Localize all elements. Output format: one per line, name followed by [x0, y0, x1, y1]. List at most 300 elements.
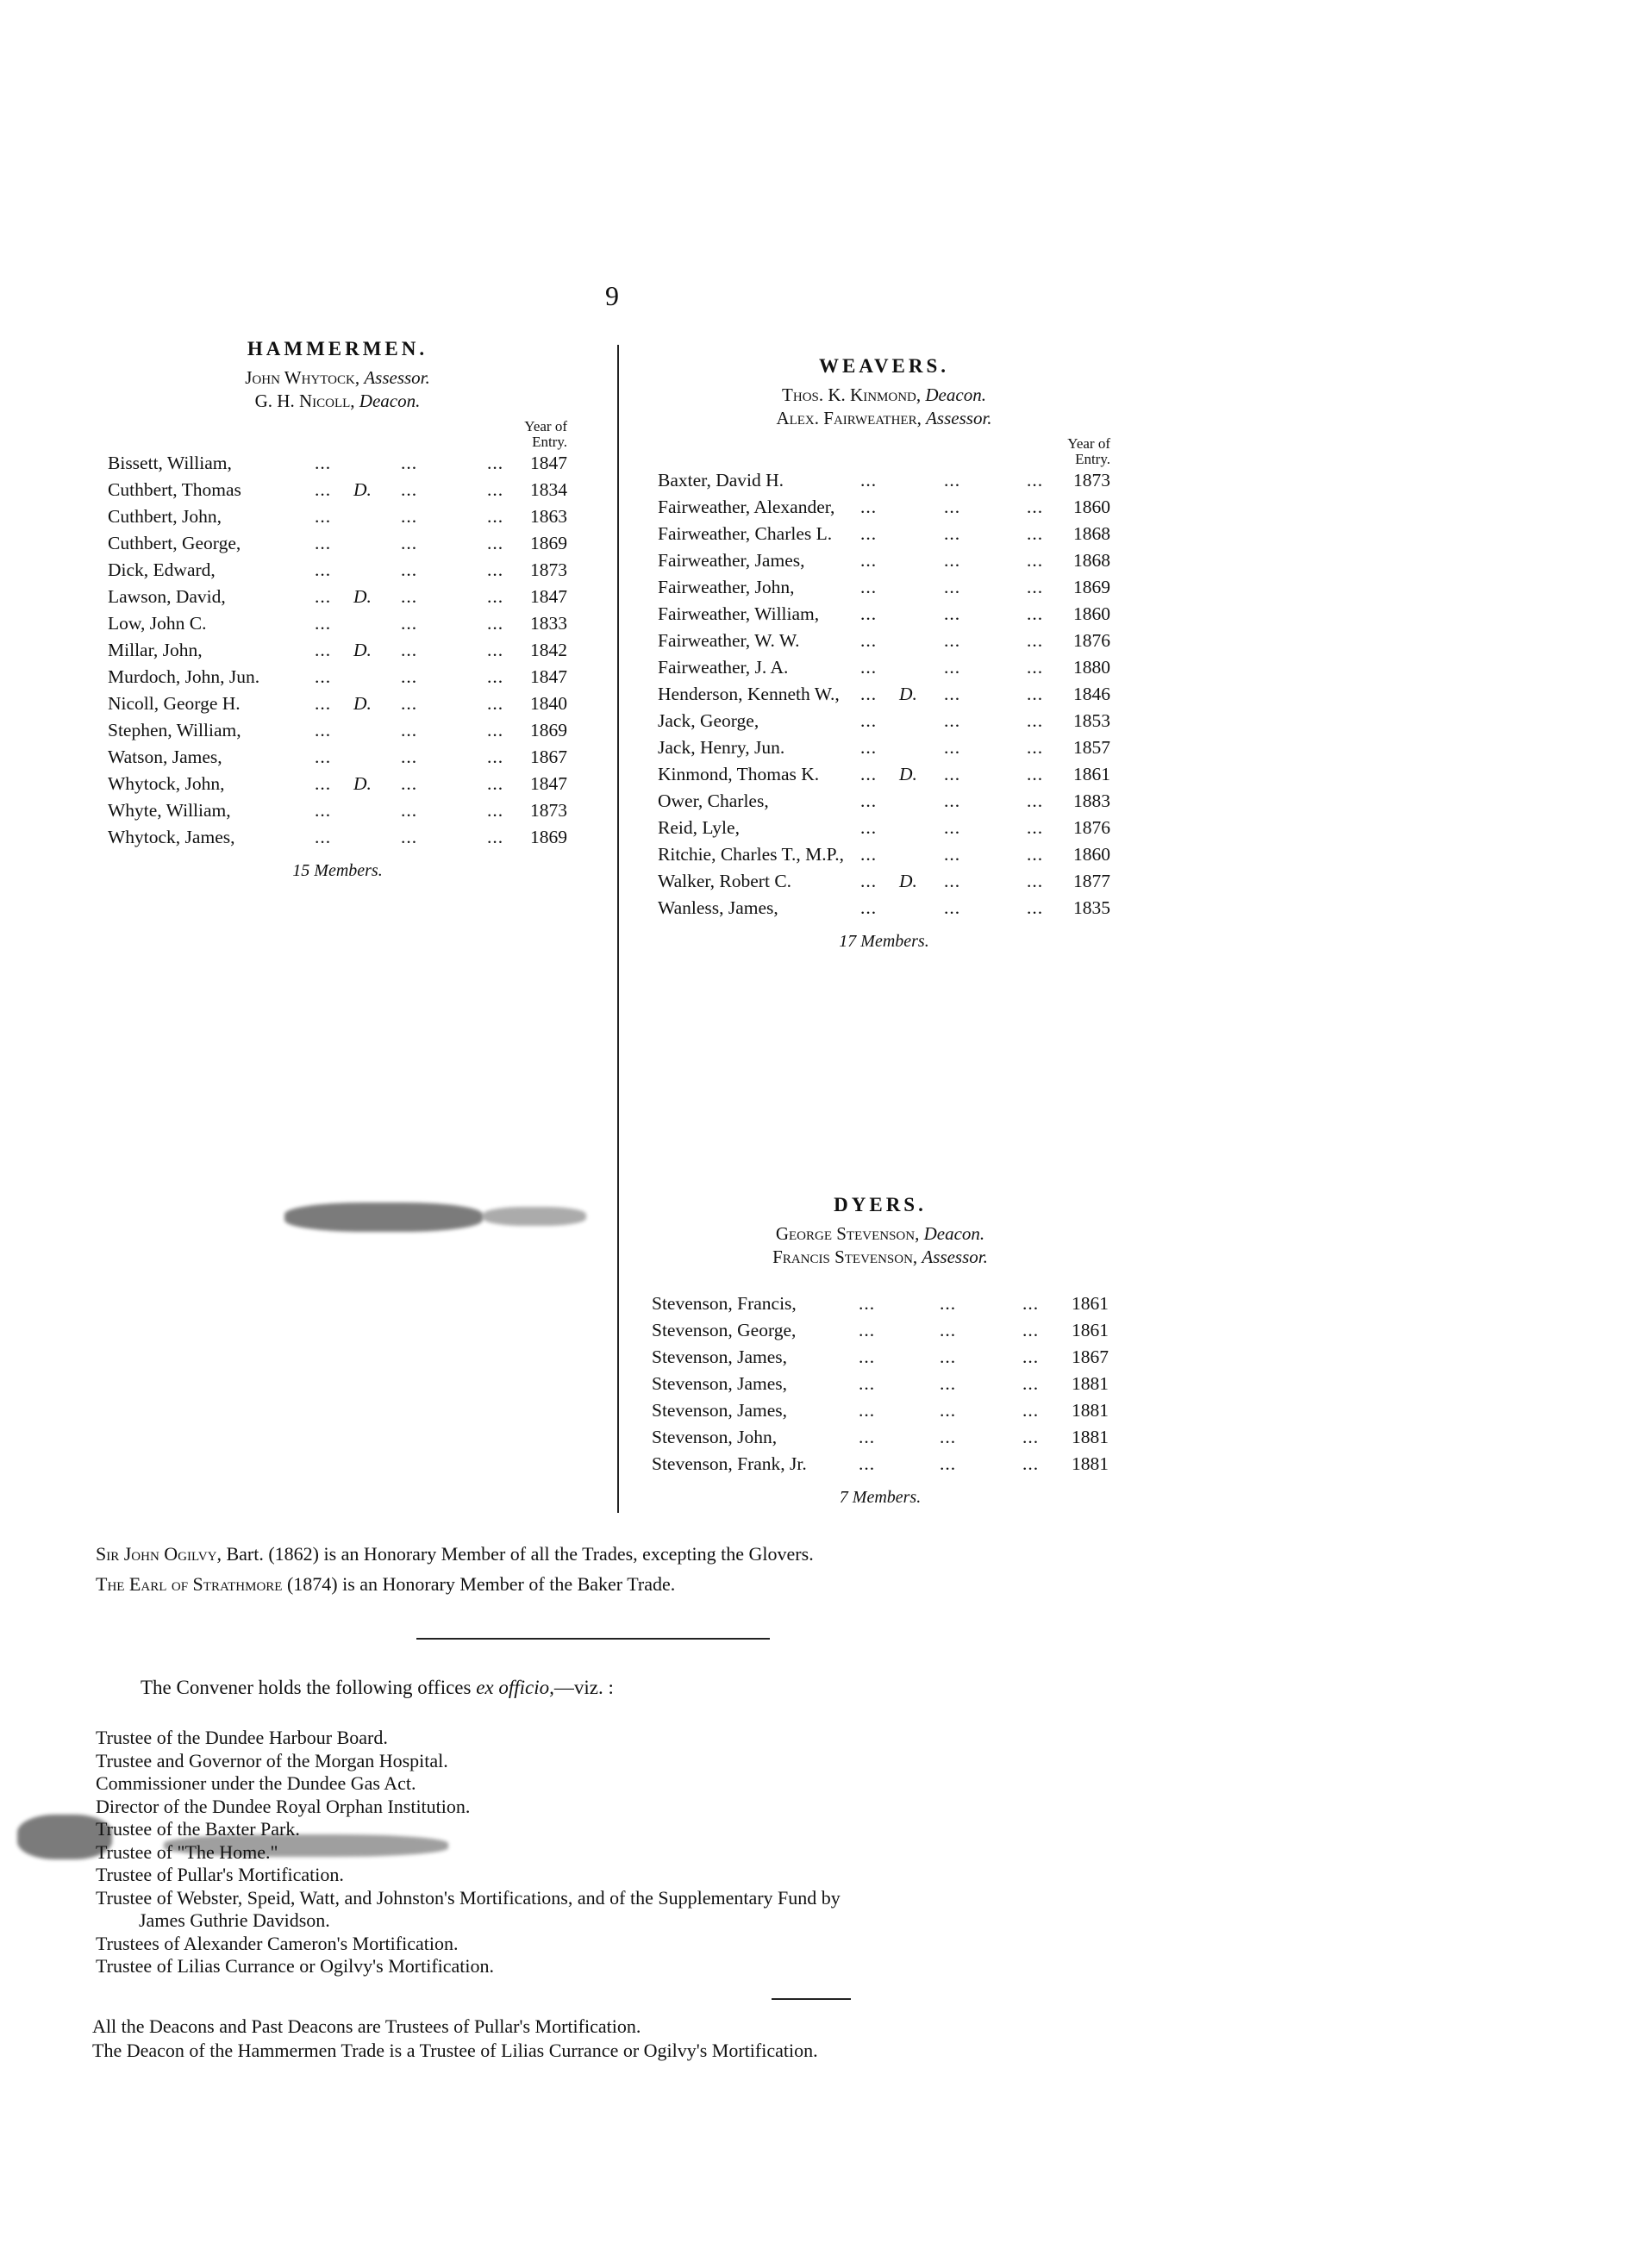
leader-dots: ... — [940, 1373, 957, 1394]
entry-year: 1881 — [1072, 1427, 1109, 1447]
office-item: Trustees of Alexander Cameron's Mortification. — [96, 1932, 459, 1954]
entry-year: 1881 — [1072, 1400, 1109, 1421]
leader-dots: ... — [487, 747, 504, 767]
year-header-line: Year of — [524, 418, 567, 434]
leader-dots: ... — [1027, 470, 1044, 490]
member-list — [658, 467, 1110, 922]
member-name: Whytock, John, — [108, 773, 225, 794]
entry-year: 1857 — [1073, 737, 1110, 758]
entry-year: 1860 — [1073, 497, 1110, 517]
leader-dots: ... — [315, 479, 332, 500]
member-name: Cuthbert, George, — [108, 533, 241, 553]
office-item: Trustee of "The Home." — [96, 1840, 278, 1863]
member-row — [108, 503, 567, 530]
leader-dots: ... — [859, 1320, 876, 1340]
entry-year: 1876 — [1073, 817, 1110, 838]
leader-dots: ... — [1027, 764, 1044, 784]
entry-year: 1860 — [1073, 844, 1110, 865]
leader-dots: ... — [315, 747, 332, 767]
leader-dots: ... — [401, 506, 418, 527]
member-row — [658, 521, 1110, 547]
leader-dots: ... — [315, 453, 332, 473]
entry-year: 1881 — [1072, 1453, 1109, 1474]
scan-smudge — [284, 1203, 483, 1232]
entry-year: 1877 — [1073, 871, 1110, 891]
office-list — [96, 1727, 1113, 1978]
office-item: Trustee of the Dundee Harbour Board. — [96, 1727, 388, 1748]
leader-dots: ... — [860, 737, 878, 758]
member-name: Millar, John, — [108, 640, 203, 660]
assessor-name: John Whytock, — [245, 367, 360, 388]
leader-dots: ... — [940, 1293, 957, 1314]
leader-dots: ... — [1022, 1373, 1040, 1394]
honorary-text: (1874) is an Honorary Member of the Baker Trade. — [282, 1573, 676, 1595]
member-name: Stevenson, James, — [652, 1400, 788, 1421]
leader-dots: ... — [487, 453, 504, 473]
leader-dots: ... — [944, 497, 961, 517]
leader-dots: ... — [860, 764, 878, 784]
leader-dots: ... — [401, 827, 418, 847]
member-name: Murdoch, John, Jun. — [108, 666, 260, 687]
section-title: DYERS. — [834, 1194, 927, 1215]
leader-dots: ... — [860, 630, 878, 651]
leader-dots: ... — [859, 1346, 876, 1367]
leader-dots: ... — [315, 586, 332, 607]
member-row — [658, 574, 1110, 601]
leader-dots: ... — [944, 523, 961, 544]
member-row — [652, 1317, 1109, 1344]
entry-year: 1876 — [1073, 630, 1110, 651]
honorary-member-line — [96, 1543, 814, 1565]
weavers-section — [658, 355, 1110, 952]
leader-dots: ... — [944, 577, 961, 597]
leader-dots: ... — [860, 897, 878, 918]
intro-text-end: —viz. : — [553, 1677, 614, 1698]
leader-dots: ... — [944, 844, 961, 865]
assessor-name: Alex. Fairweather, — [776, 408, 922, 428]
deacon-name: Thos. K. Kinmond, — [782, 384, 922, 405]
deacon-marker: D. — [353, 773, 372, 794]
honorary-name: The Earl of Strathmore — [96, 1573, 283, 1595]
leader-dots: ... — [860, 523, 878, 544]
leader-dots: ... — [944, 817, 961, 838]
member-row — [658, 547, 1110, 574]
member-name: Whyte, William, — [108, 800, 231, 821]
entry-year: 1847 — [530, 453, 567, 473]
member-row — [108, 557, 567, 584]
leader-dots: ... — [860, 657, 878, 678]
entry-year: 1873 — [1073, 470, 1110, 490]
leader-dots: ... — [1027, 817, 1044, 838]
deacon-marker: D. — [899, 684, 917, 704]
entry-year: 1867 — [530, 747, 567, 767]
member-name: Cuthbert, Thomas — [108, 479, 241, 500]
leader-dots: ... — [487, 479, 504, 500]
entry-year: 1867 — [1072, 1346, 1109, 1367]
leader-dots: ... — [487, 773, 504, 794]
entry-year: 1861 — [1072, 1293, 1109, 1314]
section-rule — [416, 1638, 770, 1640]
leader-dots: ... — [1027, 603, 1044, 624]
member-name: Watson, James, — [108, 747, 222, 767]
assessor-line — [658, 408, 1110, 429]
leader-dots: ... — [1027, 684, 1044, 704]
member-row — [652, 1397, 1109, 1424]
entry-year: 1860 — [1073, 603, 1110, 624]
member-row — [658, 815, 1110, 841]
leader-dots: ... — [487, 586, 504, 607]
leader-dots: ... — [860, 577, 878, 597]
entry-year: 1846 — [1073, 684, 1110, 704]
leader-dots: ... — [944, 550, 961, 571]
member-row — [658, 654, 1110, 681]
leader-dots: ... — [944, 657, 961, 678]
member-row — [108, 797, 567, 824]
member-name: Henderson, Kenneth W., — [658, 684, 840, 704]
office-item: Trustee of Pullar's Mortification. — [96, 1864, 344, 1885]
leader-dots: ... — [860, 550, 878, 571]
deacon-marker: D. — [899, 764, 917, 784]
member-name: Stevenson, Francis, — [652, 1293, 797, 1314]
member-name: Walker, Robert C. — [658, 871, 792, 891]
member-list — [652, 1290, 1109, 1478]
honorary-member-line — [96, 1573, 675, 1596]
leader-dots: ... — [1027, 657, 1044, 678]
leader-dots: ... — [401, 533, 418, 553]
page-number: 9 — [605, 280, 619, 311]
leader-dots: ... — [859, 1373, 876, 1394]
member-row — [652, 1371, 1109, 1397]
entry-year: 1868 — [1073, 523, 1110, 544]
leader-dots: ... — [401, 479, 418, 500]
leader-dots: ... — [487, 640, 504, 660]
honorary-text: , Bart. (1862) is an Honorary Member of all the Trades, excepting the Glovers. — [216, 1543, 814, 1565]
year-header-line: Entry. — [1075, 451, 1110, 467]
deacon-line — [658, 384, 1110, 406]
leader-dots: ... — [940, 1346, 957, 1367]
member-row — [658, 681, 1110, 708]
member-name: Fairweather, J. A. — [658, 657, 789, 678]
leader-dots: ... — [315, 693, 332, 714]
leader-dots: ... — [401, 586, 418, 607]
year-header-line: Entry. — [532, 434, 567, 450]
member-row — [652, 1344, 1109, 1371]
leader-dots: ... — [401, 720, 418, 740]
leader-dots: ... — [1022, 1400, 1040, 1421]
entry-year: 1847 — [530, 773, 567, 794]
leader-dots: ... — [1022, 1346, 1040, 1367]
leader-dots: ... — [1027, 550, 1044, 571]
office-item: Commissioner under the Dundee Gas Act. — [96, 1772, 416, 1794]
year-header-line: Year of — [1067, 435, 1110, 452]
leader-dots: ... — [859, 1427, 876, 1447]
member-row — [108, 530, 567, 557]
leader-dots: ... — [859, 1400, 876, 1421]
member-name: Low, John C. — [108, 613, 207, 634]
hammermen-section — [108, 338, 567, 881]
leader-dots: ... — [860, 790, 878, 811]
leader-dots: ... — [401, 640, 418, 660]
section-rule — [772, 1998, 851, 2000]
entry-year: 1847 — [530, 666, 567, 687]
entry-year: 1881 — [1072, 1373, 1109, 1394]
member-name: Whytock, James, — [108, 827, 235, 847]
deacon-role: Deacon. — [925, 384, 986, 405]
member-name: Fairweather, W. W. — [658, 630, 800, 651]
leader-dots: ... — [401, 666, 418, 687]
deacon-marker: D. — [353, 479, 372, 500]
assessor-line — [108, 367, 567, 389]
member-row — [658, 761, 1110, 788]
member-row — [108, 690, 567, 717]
member-count: 17 Members. — [839, 932, 929, 951]
assessor-role: Assessor. — [926, 408, 992, 428]
dyers-section — [652, 1194, 1109, 1508]
member-name: Stevenson, James, — [652, 1346, 788, 1367]
member-row — [658, 494, 1110, 521]
leader-dots: ... — [487, 613, 504, 634]
member-row — [652, 1451, 1109, 1478]
office-item: Trustee and Governor of the Morgan Hospital. — [96, 1749, 448, 1771]
member-name: Bissett, William, — [108, 453, 232, 473]
section-title: HAMMERMEN. — [247, 338, 428, 359]
leader-dots: ... — [487, 506, 504, 527]
leader-dots: ... — [944, 603, 961, 624]
member-row — [658, 601, 1110, 628]
closing-line: All the Deacons and Past Deacons are Trustees of Pullar's Mortification. — [92, 2015, 641, 2037]
member-name: Cuthbert, John, — [108, 506, 222, 527]
entry-year: 1873 — [530, 559, 567, 580]
assessor-line — [652, 1246, 1109, 1268]
entry-year: 1869 — [1073, 577, 1110, 597]
leader-dots: ... — [487, 800, 504, 821]
member-name: Stevenson, George, — [652, 1320, 797, 1340]
closing-line: The Deacon of the Hammermen Trade is a Trustee of Lilias Currance or Ogilvy's Mortification. — [92, 2040, 818, 2061]
leader-dots: ... — [487, 666, 504, 687]
member-row — [108, 477, 567, 503]
member-count: 15 Members. — [292, 861, 383, 880]
leader-dots: ... — [1027, 844, 1044, 865]
leader-dots: ... — [860, 684, 878, 704]
leader-dots: ... — [944, 871, 961, 891]
leader-dots: ... — [315, 666, 332, 687]
leader-dots: ... — [859, 1453, 876, 1474]
office-item: Trustee of Lilias Currance or Ogilvy's Mortification. — [96, 1955, 495, 1977]
leader-dots: ... — [401, 693, 418, 714]
leader-dots: ... — [315, 800, 332, 821]
member-row — [658, 628, 1110, 654]
member-name: Jack, George, — [658, 710, 759, 731]
entry-year: 1840 — [530, 693, 567, 714]
leader-dots: ... — [944, 470, 961, 490]
deacon-marker: D. — [353, 640, 372, 660]
member-name: Fairweather, Alexander, — [658, 497, 835, 517]
member-count: 7 Members. — [839, 1488, 922, 1507]
leader-dots: ... — [940, 1400, 957, 1421]
member-name: Ower, Charles, — [658, 790, 769, 811]
member-name: Dick, Edward, — [108, 559, 216, 580]
office-item-continuation: James Guthrie Davidson. — [139, 1909, 330, 1931]
deacon-marker: D. — [899, 871, 917, 891]
leader-dots: ... — [940, 1320, 957, 1340]
leader-dots: ... — [860, 844, 878, 865]
member-name: Stephen, William, — [108, 720, 241, 740]
leader-dots: ... — [487, 533, 504, 553]
leader-dots: ... — [944, 737, 961, 758]
office-item: Trustee of Webster, Speid, Watt, and Johnston's Mortifications, and of the Supplementary Fund by — [96, 1886, 841, 1909]
leader-dots: ... — [1027, 497, 1044, 517]
office-item: Trustee of the Baxter Park. — [96, 1818, 300, 1840]
leader-dots: ... — [1027, 523, 1044, 544]
member-row — [652, 1424, 1109, 1451]
entry-year: 1847 — [530, 586, 567, 607]
year-header — [108, 419, 567, 450]
scan-smudge — [483, 1207, 586, 1226]
member-name: Fairweather, Charles L. — [658, 523, 833, 544]
entry-year: 1869 — [530, 720, 567, 740]
leader-dots: ... — [401, 747, 418, 767]
member-name: Fairweather, William, — [658, 603, 820, 624]
member-row — [658, 895, 1110, 922]
leader-dots: ... — [487, 559, 504, 580]
leader-dots: ... — [944, 684, 961, 704]
member-row — [658, 708, 1110, 734]
leader-dots: ... — [1022, 1427, 1040, 1447]
entry-year: 1842 — [530, 640, 567, 660]
column-divider — [617, 345, 619, 1513]
entry-year: 1835 — [1073, 897, 1110, 918]
leader-dots: ... — [1027, 737, 1044, 758]
deacon-role: Deacon. — [923, 1223, 985, 1244]
entry-year: 1861 — [1072, 1320, 1109, 1340]
year-header — [658, 436, 1110, 467]
leader-dots: ... — [1027, 710, 1044, 731]
section-title: WEAVERS. — [818, 355, 950, 377]
entry-year: 1833 — [530, 613, 567, 634]
entry-year: 1873 — [530, 800, 567, 821]
leader-dots: ... — [944, 630, 961, 651]
leader-dots: ... — [315, 506, 332, 527]
deacon-line — [652, 1223, 1109, 1245]
deacon-role: Deacon. — [359, 390, 421, 411]
leader-dots: ... — [1027, 897, 1044, 918]
entry-year: 1834 — [530, 479, 567, 500]
leader-dots: ... — [1022, 1453, 1040, 1474]
leader-dots: ... — [1027, 577, 1044, 597]
leader-dots: ... — [487, 693, 504, 714]
convener-intro — [141, 1677, 614, 1699]
entry-year: 1883 — [1073, 790, 1110, 811]
deacon-line — [108, 390, 567, 412]
member-row — [658, 734, 1110, 761]
leader-dots: ... — [860, 497, 878, 517]
member-name: Baxter, David H. — [658, 470, 784, 490]
entry-year: 1869 — [530, 533, 567, 553]
entry-year: 1869 — [530, 827, 567, 847]
leader-dots: ... — [1027, 630, 1044, 651]
deacon-name: G. H. Nicoll, — [254, 390, 355, 411]
leader-dots: ... — [487, 720, 504, 740]
assessor-name: Francis Stevenson, — [772, 1246, 918, 1267]
member-row — [108, 717, 567, 744]
member-row — [108, 637, 567, 664]
leader-dots: ... — [401, 559, 418, 580]
leader-dots: ... — [401, 453, 418, 473]
entry-year: 1880 — [1073, 657, 1110, 678]
office-item: Director of the Dundee Royal Orphan Institution. — [96, 1795, 471, 1817]
leader-dots: ... — [315, 827, 332, 847]
intro-text: The Convener holds the following offices — [141, 1677, 477, 1698]
member-name: Stevenson, Frank, Jr. — [652, 1453, 807, 1474]
leader-dots: ... — [315, 773, 332, 794]
leader-dots: ... — [860, 710, 878, 731]
leader-dots: ... — [401, 800, 418, 821]
honorary-name: Sir John Ogilvy — [96, 1543, 217, 1565]
leader-dots: ... — [1022, 1293, 1040, 1314]
entry-year: 1868 — [1073, 550, 1110, 571]
entry-year: 1863 — [530, 506, 567, 527]
member-row — [658, 788, 1110, 815]
member-name: Wanless, James, — [658, 897, 778, 918]
member-name: Kinmond, Thomas K. — [658, 764, 820, 784]
member-name: Ritchie, Charles T., M.P., — [658, 844, 844, 865]
member-name: Reid, Lyle, — [658, 817, 740, 838]
member-name: Fairweather, James, — [658, 550, 805, 571]
member-name: Stevenson, James, — [652, 1373, 788, 1394]
assessor-role: Assessor. — [364, 367, 430, 388]
member-name: Nicoll, George H. — [108, 693, 241, 714]
leader-dots: ... — [944, 790, 961, 811]
leader-dots: ... — [940, 1453, 957, 1474]
member-row — [108, 584, 567, 610]
member-row — [108, 664, 567, 690]
entry-year: 1861 — [1073, 764, 1110, 784]
leader-dots: ... — [859, 1293, 876, 1314]
intro-italic: ex officio, — [476, 1677, 554, 1698]
leader-dots: ... — [487, 827, 504, 847]
leader-dots: ... — [315, 559, 332, 580]
leader-dots: ... — [1027, 871, 1044, 891]
member-row — [108, 771, 567, 797]
leader-dots: ... — [860, 817, 878, 838]
member-row — [108, 450, 567, 477]
member-name: Fairweather, John, — [658, 577, 795, 597]
member-row — [658, 868, 1110, 895]
leader-dots: ... — [315, 613, 332, 634]
member-name: Stevenson, John, — [652, 1427, 778, 1447]
member-name: Lawson, David, — [108, 586, 226, 607]
deacon-name: George Stevenson, — [775, 1223, 920, 1244]
leader-dots: ... — [315, 533, 332, 553]
member-row — [658, 467, 1110, 494]
leader-dots: ... — [315, 720, 332, 740]
leader-dots: ... — [940, 1427, 957, 1447]
member-row — [108, 610, 567, 637]
leader-dots: ... — [1022, 1320, 1040, 1340]
leader-dots: ... — [860, 603, 878, 624]
leader-dots: ... — [944, 764, 961, 784]
leader-dots: ... — [944, 710, 961, 731]
member-row — [108, 824, 567, 851]
assessor-role: Assessor. — [922, 1246, 988, 1267]
leader-dots: ... — [860, 470, 878, 490]
member-row — [108, 744, 567, 771]
leader-dots: ... — [944, 897, 961, 918]
leader-dots: ... — [1027, 790, 1044, 811]
member-list — [108, 450, 567, 851]
deacon-marker: D. — [353, 586, 372, 607]
member-row — [652, 1290, 1109, 1317]
